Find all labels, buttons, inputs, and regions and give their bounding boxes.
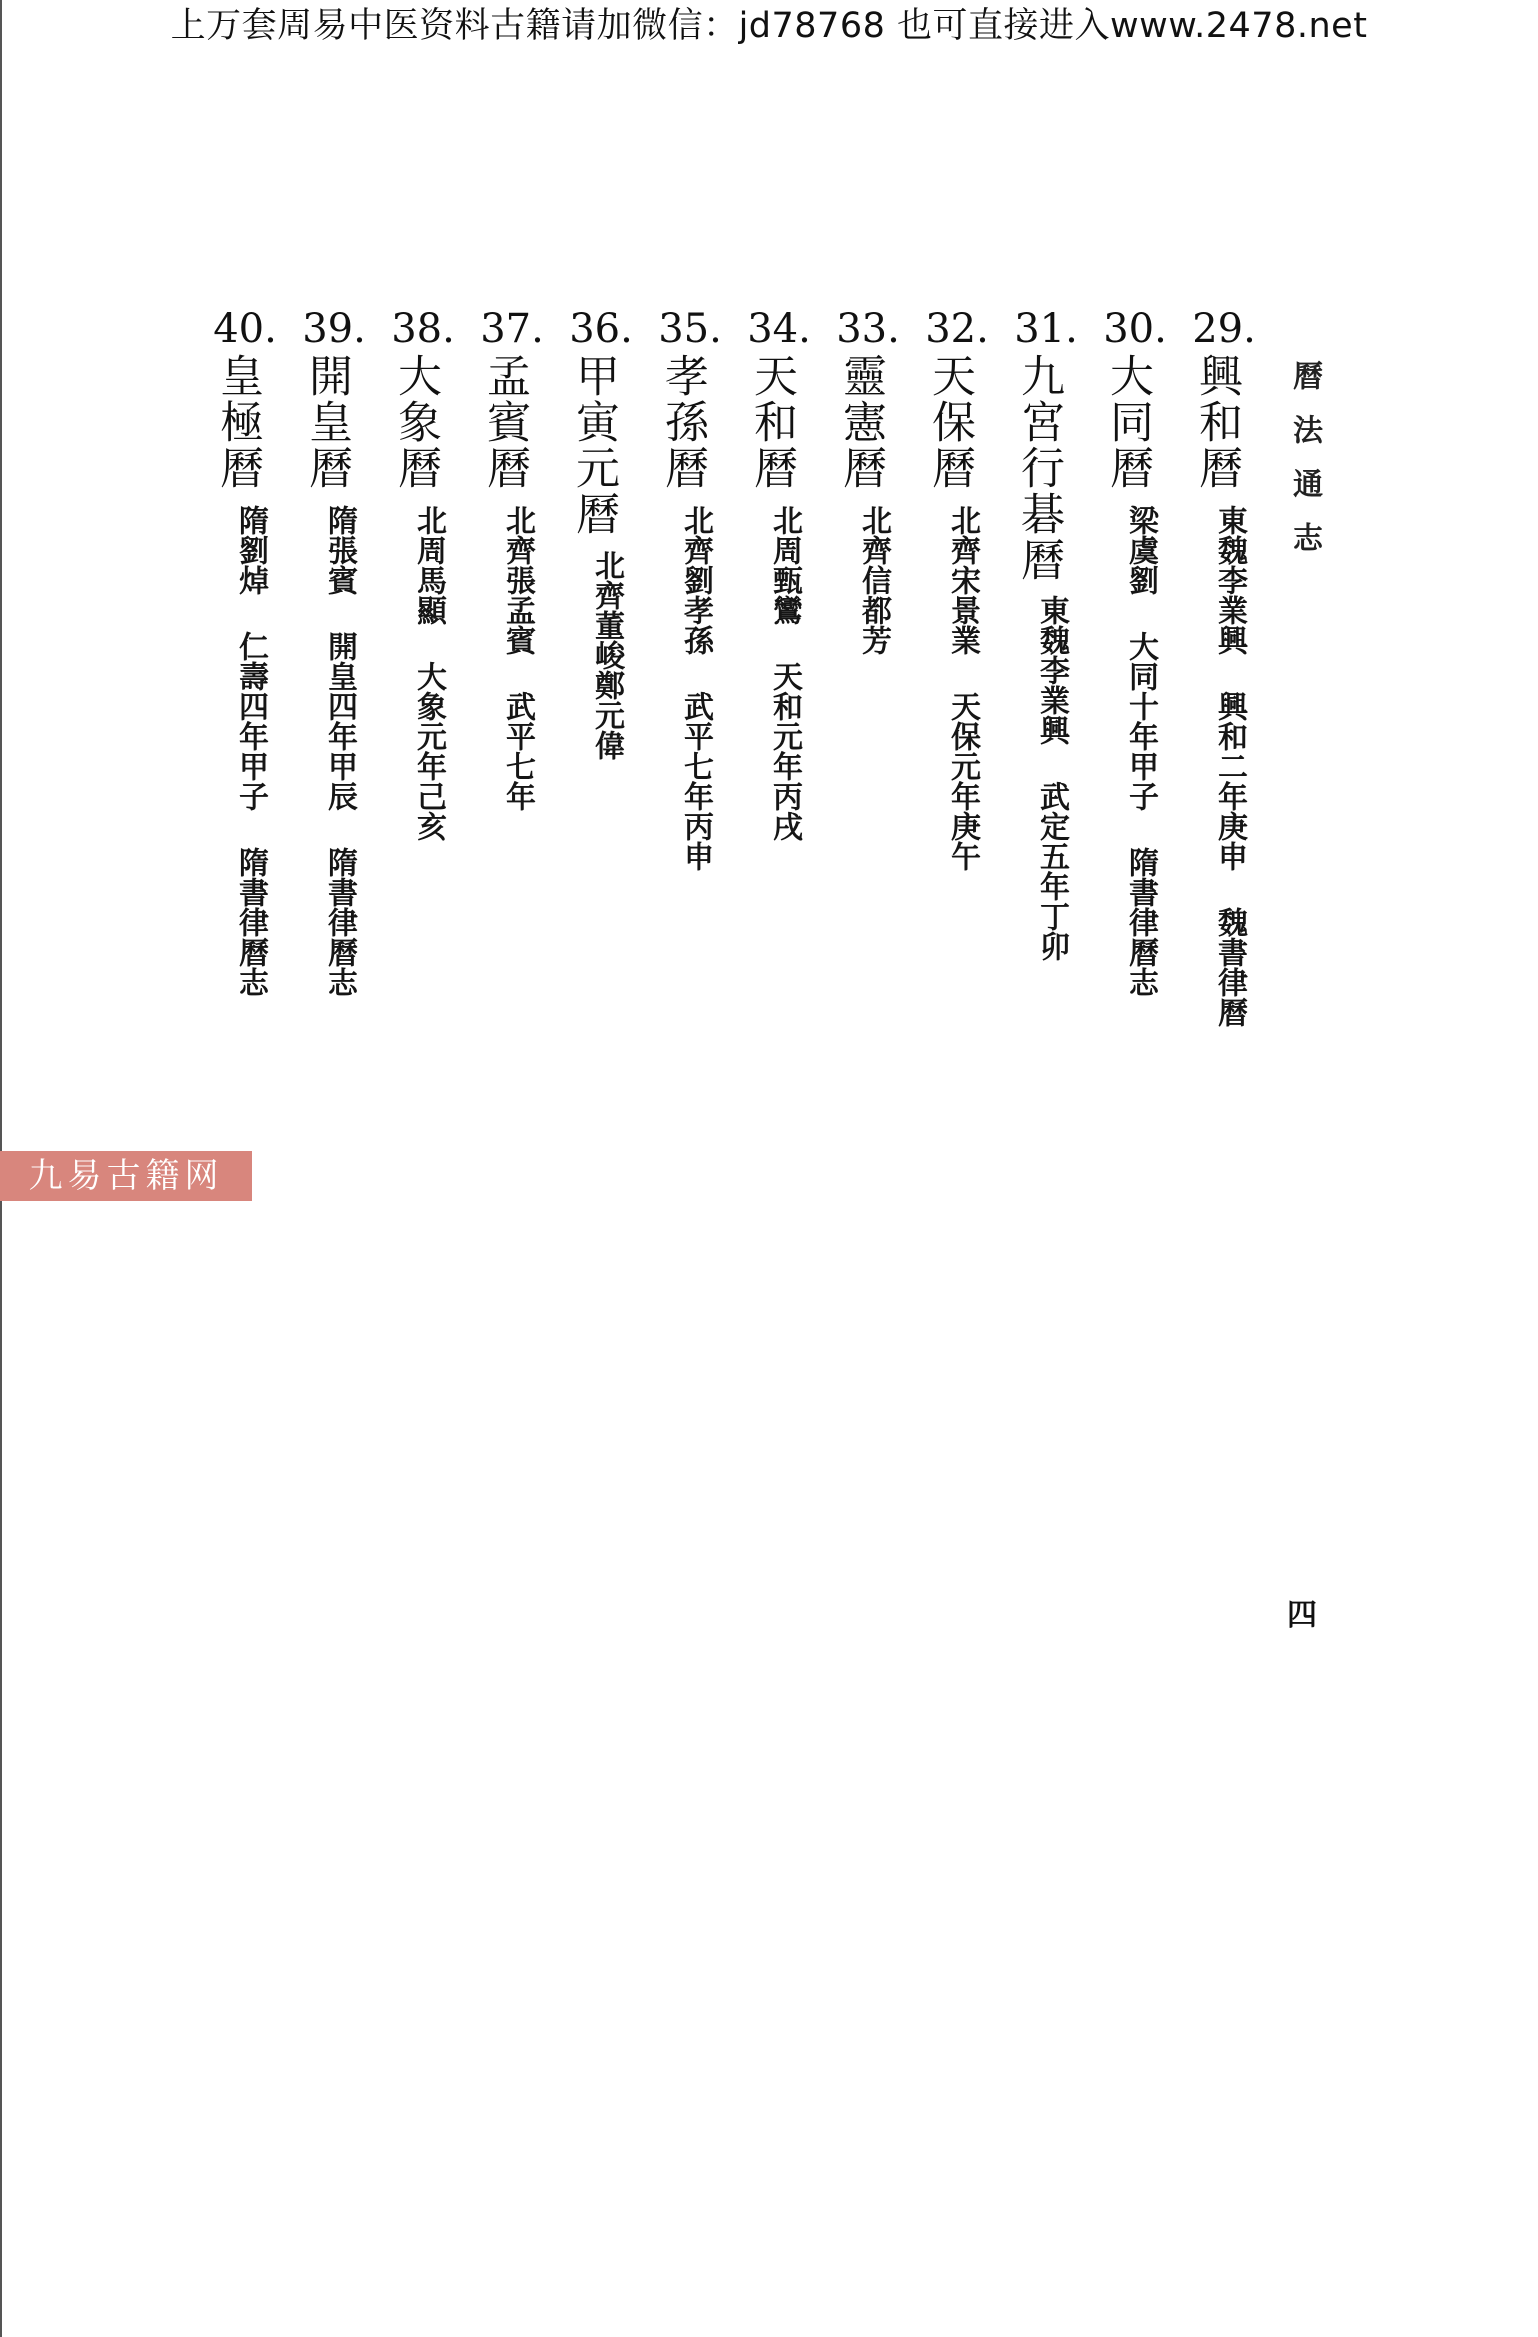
entry-details (233, 505, 267, 997)
entry-year: 開皇四年甲辰 (322, 631, 357, 811)
entry-author: 隋劉焯 (233, 505, 268, 595)
calendar-name: 開皇曆 (301, 353, 352, 491)
entry-author: 北周馬顯 (411, 505, 446, 625)
entry-32 (915, 305, 999, 1085)
calendar-name: 大同曆 (1102, 353, 1153, 491)
entry-number: 34. (747, 306, 811, 352)
entry-details (589, 550, 623, 760)
calendar-name: 興和曆 (1191, 353, 1242, 491)
entry-37 (470, 305, 554, 1085)
entry-details (1123, 505, 1157, 997)
entry-author: 東魏李業興 (1034, 595, 1069, 745)
entry-31 (1004, 305, 1088, 1085)
entry-number: 38. (391, 306, 455, 352)
entry-year: 天和元年丙戌 (767, 661, 802, 841)
entry-author: 北周甄鸞 (767, 505, 802, 625)
entry-39 (292, 305, 376, 1085)
calendar-name: 大象曆 (390, 353, 441, 491)
entry-number: 32. (925, 306, 989, 352)
entry-author: 梁虞劉 (1123, 505, 1158, 595)
entry-details (411, 505, 445, 841)
entry-author: 北齊信都芳 (856, 505, 891, 655)
entry-40 (203, 305, 287, 1085)
entry-number: 31. (1014, 306, 1078, 352)
entry-year: 仁壽四年甲子 (233, 631, 268, 811)
entry-29 (1182, 305, 1266, 1085)
calendar-name: 天保曆 (924, 353, 975, 491)
entry-details (1034, 595, 1068, 961)
entry-details (767, 505, 801, 841)
entry-source: 隋書律曆志 (233, 847, 268, 997)
entry-details (856, 505, 890, 655)
entry-author: 北齊張孟賓 (500, 505, 535, 655)
entry-38 (381, 305, 465, 1085)
top-banner-text: 上万套周易中医资料古籍请加微信：jd78768 也可直接进入www.2478.net (170, 6, 1368, 46)
entry-author: 北齊劉孝孫 (678, 505, 713, 655)
entry-number: 35. (658, 306, 722, 352)
entry-year: 武平七年 (500, 691, 535, 811)
entry-details (1212, 505, 1246, 1027)
calendar-name: 靈憲曆 (835, 353, 886, 491)
entry-source: 隋書律曆志 (322, 847, 357, 997)
entry-author: 北齊董峻鄭元偉 (589, 550, 624, 760)
entry-author: 東魏李業興 (1212, 505, 1247, 655)
calendar-name: 天和曆 (746, 353, 797, 491)
entry-year: 天保元年庚午 (945, 691, 980, 871)
entry-source: 隋書律曆志 (1123, 847, 1158, 997)
running-head: 曆法通志 (1287, 360, 1322, 576)
entry-number: 36. (569, 306, 633, 352)
entry-number: 40. (213, 306, 277, 352)
entry-34 (737, 305, 821, 1085)
calendar-name: 甲寅元曆 (568, 353, 619, 537)
entry-author: 北齊宋景業 (945, 505, 980, 655)
entry-number: 30. (1103, 306, 1167, 352)
calendar-name: 皇極曆 (212, 353, 263, 491)
entry-details (500, 505, 534, 811)
page-number: 四 (1287, 1598, 1317, 1633)
entry-year: 大同十年甲子 (1123, 631, 1158, 811)
entry-author: 隋張賓 (322, 505, 357, 595)
entry-year: 武平七年丙申 (678, 691, 713, 871)
entry-details (678, 505, 712, 871)
site-watermark: 九易古籍网 (0, 1151, 252, 1201)
entry-number: 29. (1192, 306, 1256, 352)
entry-details (945, 505, 979, 871)
entry-36 (559, 305, 643, 1085)
entry-35 (648, 305, 732, 1085)
entry-30 (1093, 305, 1177, 1085)
entry-details (322, 505, 356, 997)
entry-33 (826, 305, 910, 1085)
calendar-name: 孟賓曆 (479, 353, 530, 491)
entry-year: 興和二年庚申 (1212, 691, 1247, 871)
entry-year: 大象元年己亥 (411, 661, 446, 841)
entry-number: 37. (480, 306, 544, 352)
entry-number: 33. (836, 306, 900, 352)
calendar-name: 九宮行碁曆 (1013, 353, 1064, 583)
entry-number: 39. (302, 306, 366, 352)
entry-year: 武定五年丁卯 (1034, 781, 1069, 961)
entry-source: 魏書律曆 (1212, 907, 1247, 1027)
calendar-name: 孝孫曆 (657, 353, 708, 491)
